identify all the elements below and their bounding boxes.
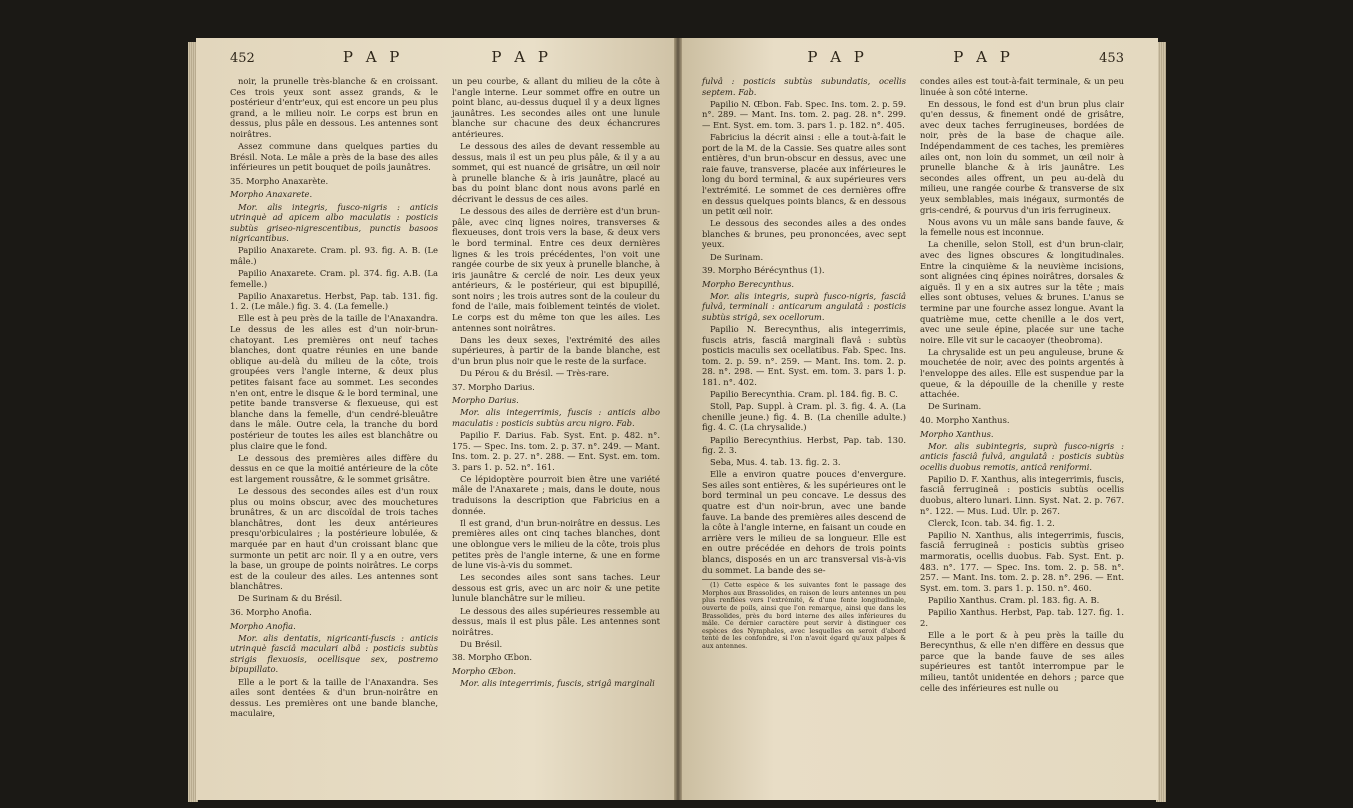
reference: Papilio Anaxarete. Cram. pl. 93. fig. A. B. (Le mâle.) bbox=[230, 245, 438, 266]
paragraph: Dans les deux sexes, l'extrémité des ailes supérieures, à partir de la bande blanche, est d'un brun plus noir que le reste de la surface. bbox=[452, 334, 660, 366]
left-head-word-1: P A P bbox=[342, 48, 404, 66]
reference: Papilio Xanthus. Cram. pl. 183. fig. A. B. bbox=[928, 594, 1100, 605]
entry-subheading: Morpho Œbon. bbox=[452, 665, 517, 676]
paragraph: Assez commune dans quelques parties du Brésil. Nota. Le mâle a près de la base des ailes inférieures un petit bouquet de poils jaunâtres. bbox=[230, 141, 438, 173]
latin-diagnosis: Mor. alis dentatis, nigricanti-fuscis : anticis utrinquè fasciâ maculari albâ : posticis subtùs strigis flexuosis, ocellisque sex, postremo bipupillato. bbox=[230, 632, 438, 675]
entry-heading: 39. Morpho Bérécynthus (1). bbox=[702, 265, 825, 276]
entry-heading: 40. Morpho Xanthus. bbox=[920, 414, 1010, 425]
paragraph: Le dessous des secondes ailes est d'un roux plus ou moins obscur, avec des mouchetures brunâtres, & un arc discoïdal de trois taches blanchâtres, dont les deux antérieures presqu'orbiculaires ; la postérieure lobulée, & marquée par en haut d'un croissant blanc que surmonte un petit arc noir. Il y a en outre, vers la base, un groupe de points noirâtres. Le corps est de la couleur des ailes. Les antennes sont blanchâtres. bbox=[230, 485, 438, 592]
locality: Du Pérou & du Brésil. — Très-rare. bbox=[460, 368, 610, 379]
entry-heading: 35. Morpho Anaxarète. bbox=[230, 175, 329, 186]
paragraph: Le dessous des secondes ailes a des ondes blanches & brunes, peu prononcées, avec sept yeux. bbox=[702, 218, 906, 250]
paragraph: Le dessous des ailes de derrière est d'un brun-pâle, avec cinq lignes noires, transverses & flexueuses, dont trois vers la base, & deux vers le bord terminal. Entre ces deux dernières lignes & les trois précédentes, l'on voit une rangée courbe de six yeux à prunelle blanche, à iris jaunâtre & cerclé de noir. Les deux yeux antérieurs, & le postérieur, qui est bipupillé, sont noirs ; les trois autres sont de la couleur du fond de l'aile, mais foiblement teintés de violet. Le corps est du même ton que les ailes. Les antennes sont noirâtres. bbox=[452, 206, 660, 333]
entry-subheading: Morpho Xanthus. bbox=[920, 428, 994, 439]
latin-diagnosis: Mor. alis integris, suprà fusco-nigris, fasciâ fulvâ, terminali : anticarum angulatâ : posticis subtùs strigâ, sex ocellorum. bbox=[702, 290, 906, 322]
footnote: (1) Cette espèce & les suivantes font le passage des Morphos aux Brassolides, en raison de leurs antennes un peu plus renflées vers l'extrémité, & d'une fente longitudinale, ouverte de poils, ainsi que l'on remarque, ainsi que dans les Brassolides, près du bord interne des ailes inférieures du mâle. Ce dernier caractère peut servir à distinguer ces espèces des Nymphales, avec lesquelles on seroit d'abord tenté de les confondre, si l'on n'avoit égard qu'aux palpes & aux antennes. bbox=[702, 581, 906, 650]
entry-subheading: Morpho Darius. bbox=[452, 395, 519, 406]
right-page-number: 453 bbox=[1099, 51, 1124, 66]
paragraph: un peu courbe, & allant du milieu de la côte à l'angle interne. Leur sommet offre en outre un point blanc, au-dessus duquel il y a deux lignes jaunâtres. Les secondes ailes ont une lunule blanche sur chacune des deux échancrures antérieures. bbox=[452, 76, 660, 139]
paragraph: Ce lépidoptère pourroit bien être une variété mâle de l'Anaxarete ; mais, dans le doute, nous traduisons la description que Fabricius en a donnée. bbox=[452, 473, 660, 516]
paragraph: Il est grand, d'un brun-noirâtre en dessus. Les premières ailes ont cinq taches blanches, dont une oblongue vers le milieu de la côte, trois plus petites près de l'angle interne, & une en forme de lune vis-à-vis du sommet. bbox=[452, 517, 660, 571]
book-gutter bbox=[674, 38, 682, 800]
reference: Papilio N. Berecynthus, alis integerrimis, fuscis atris, fasciâ marginali flavâ : subtùs posticis maculis sex ocellatibus. Fab. Spec. Ins. tom. 2. p. 59. n°. 259. — Mant. Ins. tom. 2. p. 28. n°. 298. — Ent. Syst. em. tom. 3. pars 1. p. 181. n°. 402. bbox=[702, 324, 906, 388]
paragraph: Elle a le port & à peu près la taille du Berecynthus, & elle n'en diffère en dessus que parce que la bande fauve de ses ailes supérieures est tantôt interrompue par le milieu, tantôt unidentée en dehors ; parce que celle des inférieures est nulle ou bbox=[920, 629, 1124, 693]
reference: Papilio Berecynthius. Herbst, Pap. tab. 130. fig. 2. 3. bbox=[702, 434, 906, 456]
reference: Papilio Berecynthia. Cram. pl. 184. fig. B. C. bbox=[710, 389, 898, 400]
right-head-word-1: P A P bbox=[807, 48, 868, 66]
reference: Stoll, Pap. Suppl. à Cram. pl. 3. fig. 4. A. (La chenille jeune.) fig. 4. B. (La chenille adulte.) fig. 4. C. (La chrysalide.) bbox=[702, 401, 906, 433]
latin-diagnosis: Mor. alis integris, fusco-nigris : anticis utrinquè ad apicem albo maculatis : posticis subtùs griseo-nigrescentibus, punctis basoos nigricantibus. bbox=[230, 201, 438, 244]
paragraph: Nous avons vu un mâle sans bande fauve, & la femelle nous est inconnue. bbox=[920, 216, 1124, 238]
latin-diagnosis: Mor. alis subintegris, suprà fusco-nigris : anticis fasciâ fulvâ, angulatâ : posticis subtùs ocellis duobus remotis, anticâ reniformi. bbox=[920, 440, 1124, 472]
latin-diagnosis: Mor. alis integerrimis, fuscis, strigâ marginali bbox=[460, 678, 655, 689]
latin-diagnosis: Mor. alis integerrimis, fuscis : anticis albo maculatis : posticis subtùs arcu nigro. Fab. bbox=[452, 407, 660, 428]
entry-subheading: Morpho Anaxarete. bbox=[230, 189, 313, 200]
paragraph: condes ailes est tout-à-fait terminale, & un peu linuée à son côté interne. bbox=[920, 76, 1124, 97]
paragraph: La chrysalide est un peu anguleuse, brune & mouchetée de noir, avec des points argentés à l'enveloppe des ailes. Elle est suspendue par la queue, & la dépouille de la chenille y reste attachée. bbox=[920, 346, 1124, 400]
locality: De Surinam. bbox=[710, 251, 764, 262]
paragraph: Fabricius la décrit ainsi : elle a tout-à-fait le port de la M. de la Cassie. Ses quatre ailes sont entières, d'un brun-obscur en dessus, avec une raie fauve, transverse, placée aux inférieures le long du bord terminal, & aux supérieures vers l'extrémité. Le sommet de ces dernières offre en dessus quelques points blancs, & en dessous un petit œil noir. bbox=[702, 131, 906, 217]
paragraph: noir, la prunelle très-blanche & en croissant. Ces trois yeux sont assez grands, & le postérieur d'entr'eux, qui est encore un peu plus grand, a le milieu noir. Le corps est brun en dessus, plus pâle en dessous. Les antennes sont noirâtres. bbox=[230, 76, 438, 139]
paragraph: Le dessous des ailes supérieures ressemble au dessus, mais il est plus pâle. Les antennes sont noirâtres. bbox=[452, 605, 660, 637]
reference: Papilio F. Darius. Fab. Syst. Ent. p. 482. n°. 175. — Spec. Ins. tom. 2. p. 37. n°. 249. — Mant. Ins. tom. 2. p. 27. n°. 288. — Ent. Syst. em. tom. 3. pars 1. p. 52. n°. 161. bbox=[452, 430, 660, 472]
entry-heading: 38. Morpho Œbon. bbox=[452, 652, 533, 663]
locality: De Surinam. bbox=[928, 401, 982, 412]
paragraph: Elle a environ quatre pouces d'envergure. Ses ailes sont entières, & les supérieures ont le bord terminal un peu concave. Le dessus des quatre est d'un noir-brun, avec une bande fauve. La bande des premières ailes descend de la côte à l'angle interne, en faisant un coude en arrière vers le milieu de sa longueur. Elle est en outre précédée en dehors de trois points blancs, disposés en un arc transversal vis-à-vis du sommet. La bande des se- bbox=[702, 469, 906, 575]
reference: Papilio N. Œbon. Fab. Spec. Ins. tom. 2. p. 59. n°. 289. — Mant. Ins. tom. 2. pag. 28. n°. 299. — Ent. Syst. em. tom. 3. pars 1. p. 182. n°. 405. bbox=[702, 98, 906, 130]
reference: Papilio Xanthus. Herbst, Pap. tab. 127. fig. 1. 2. bbox=[920, 607, 1124, 628]
left-column-1 bbox=[230, 76, 438, 720]
right-head-word-2: P A P bbox=[953, 48, 1014, 66]
paragraph: Les secondes ailes sont sans taches. Leur dessous est gris, avec un arc noir & une petite lunule blanchâtre sur le milieu. bbox=[452, 572, 660, 604]
latin-diagnosis: fulvâ : posticis subtùs subundatis, ocellis septem. Fab. bbox=[702, 76, 906, 97]
right-column-2 bbox=[920, 76, 1124, 695]
left-running-head bbox=[230, 48, 660, 70]
paragraph: Elle a le port & la taille de l'Anaxandra. Ses ailes sont dentées & d'un brun-noirâtre en dessus. Les premières ont une bande blanche, maculaire, bbox=[230, 676, 438, 719]
left-page bbox=[196, 38, 678, 800]
paragraph: Elle est à peu près de la taille de l'Anaxandra. Le dessus de les ailes est d'un noir-brun-chatoyant. Les premières ont neuf taches blanches, dont quatre réunies en une bande oblique au-delà du milieu de la côte, trois groupées vers l'angle interne, & deux plus petites faisant face au sommet. Les secondes n'en ont, entre le disque & le bord terminal, une petite bande transverse & flexueuse, qui est blanche dans la femelle, d'un cendré-bleuâtre dans le mâle. Outre cela, la tranche du bord postérieur de toutes les ailes est blanchâtre ou plus claire que le fond. bbox=[230, 313, 438, 451]
right-running-head bbox=[702, 48, 1124, 70]
left-head-word-2: P A P bbox=[491, 48, 552, 66]
left-column-2 bbox=[452, 76, 660, 720]
left-page-number: 452 bbox=[230, 51, 255, 66]
reference: Papilio D. F. Xanthus, alis integerrimis, fuscis, fasciâ ferrugineâ : posticis subtùs ocellis duobus, altero lunari. Linn. Syst. Nat. 2. p. 767. n°. 122. — Mus. Lud. Ulr. p. 267. bbox=[920, 473, 1124, 516]
reference: Clerck, Icon. tab. 34. fig. 1. 2. bbox=[928, 517, 1055, 528]
paragraph: En dessous, le fond est d'un brun plus clair qu'en dessus, & finement ondé de grisâtre, avec deux taches ferrugineuses, bordées de noir, près de la base de chaque aile. Indépendamment de ces taches, les premières ailes ont, non loin du sommet, un œil noir à prunelle blanche & à iris jaunâtre. Les secondes ailes offrent, un peu au-delà du milieu, une rangée courbe & transverse de six yeux semblables, mais inégaux, surmontés de gris-cendré, & pourvus d'un iris ferrugineux. bbox=[920, 98, 1124, 215]
paragraph: La chenille, selon Stoll, est d'un brun-clair, avec des lignes obscures & longitudinales. Entre la cinquième & la neuvième incisions, sont alignées cinq épines noirâtres, dorsales & aiguës. Il y en a six autres sur la tête ; mais elles sont obtuses, velues & brunes. L'anus se termine par une fourche assez longue. Avant la quatrième mue, cette chenille a le dos vert, avec une seule épine, placée sur une tache noire. Elle vit sur le cacaoyer (theobroma). bbox=[920, 239, 1124, 345]
footnote-rule bbox=[702, 579, 794, 580]
paragraph: Le dessous des premières ailes diffère du dessus en ce que la moitié antérieure de la côte est largement roussâtre, & le sommet grisâtre. bbox=[230, 452, 438, 484]
entry-subheading: Morpho Berecynthus. bbox=[702, 278, 795, 289]
right-column-1 bbox=[702, 76, 906, 695]
entry-subheading: Morpho Anofia. bbox=[230, 620, 296, 631]
entry-heading: 37. Morpho Darius. bbox=[452, 381, 535, 392]
reference: Papilio Anaxarete. Cram. pl. 374. fig. A.B. (La femelle.) bbox=[230, 268, 438, 289]
paragraph: Le dessous des ailes de devant ressemble au dessus, mais il est un peu plus pâle, & il y a au sommet, qui est nuancé de grisâtre, un œil noir à prunelle blanche & à iris jaunâtre, placé au bas du point blanc dont nous avons parlé en décrivant le dessus de ces ailes. bbox=[452, 141, 660, 205]
reference: Papilio Anaxaretus. Herbst, Pap. tab. 131. fig. 1. 2. (Le mâle.) fig. 3. 4. (La femelle.) bbox=[230, 290, 438, 312]
right-page bbox=[678, 38, 1158, 800]
locality: Du Brésil. bbox=[460, 638, 503, 649]
entry-heading: 36. Morpho Anofia. bbox=[230, 607, 312, 617]
reference: Seba, Mus. 4. tab. 13. fig. 2. 3. bbox=[710, 457, 841, 468]
reference: Papilio N. Xanthus, alis integerrimis, fuscis, fasciâ ferrugineâ : posticis subtùs griseo marmoratis, ocellis duobus. Fab. Syst. Ent. p. 483. n°. 177. — Spec. Ins. tom. 2. p. 58. n°. 257. — Mant. Ins. tom. 2. p. 28. n°. 296. — Ent. Syst. em. tom. 3. pars 1. p. 150. n°. 460. bbox=[920, 529, 1124, 593]
locality: De Surinam & du Brésil. bbox=[238, 593, 343, 604]
